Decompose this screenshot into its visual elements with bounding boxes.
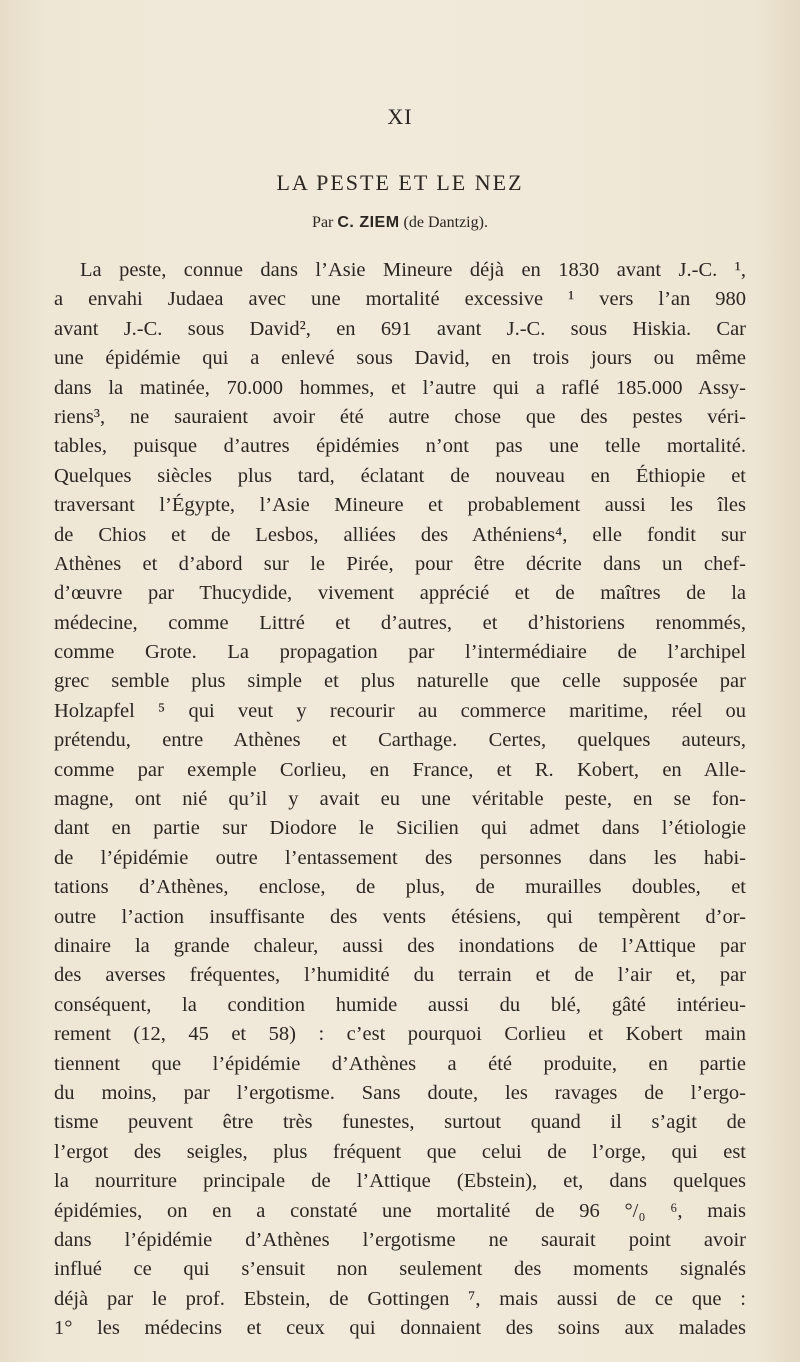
text-line: La peste, connue dans l’Asie Mineure déjà en 1830 avant J.-C. ¹, xyxy=(80,259,746,281)
chapter-number: XI xyxy=(387,104,413,129)
author-affiliation: (de Dantzig). xyxy=(403,214,488,231)
text-line: des averses fréquentes, l’humidité du terrain et de l’air et, par xyxy=(54,964,746,987)
text-line: Holzapfel ⁵ qui veut y recourir au commerce maritime, réel ou xyxy=(54,699,746,722)
text-line: 1° les médecins et ceux qui donnaient des soins aux malades xyxy=(54,1317,746,1340)
body-text xyxy=(54,256,746,1343)
text-line: influé ce qui s’ensuit non seulement des moments signalés xyxy=(54,1258,746,1281)
text-line: dant en partie sur Diodore le Sicilien qui admet dans l’étiologie xyxy=(54,817,746,840)
text-line: rement (12, 45 et 58) : c’est pourquoi Corlieu et Kobert main xyxy=(54,1023,746,1046)
text-line: la nourriture principale de l’Attique (Ebstein), et, dans quelques xyxy=(54,1170,746,1193)
text-line: grec semble plus simple et plus naturelle que celle supposée par xyxy=(54,670,746,693)
text-line: conséquent, la condition humide aussi du blé, gâté intérieu- xyxy=(54,993,746,1016)
text-line: Athènes et d’abord sur le Pirée, pour être décrite dans un chef- xyxy=(54,552,746,575)
text-line: tations d’Athènes, enclose, de plus, de murailles doubles, et xyxy=(54,876,746,899)
text-line: épidémies, on en a constaté une mortalité de 96 °/₀ ⁶, mais xyxy=(54,1199,746,1222)
text-line: dans l’épidémie d’Athènes l’ergotisme ne saurait point avoir xyxy=(54,1228,746,1251)
byline-prefix: Par xyxy=(312,214,334,231)
chapter-title: LA PESTE ET LE NEZ xyxy=(276,170,524,195)
text-line: a envahi Judaea avec une mortalité excessive ¹ vers l’an 980 xyxy=(54,288,746,311)
author-name: C. ZIEM xyxy=(337,214,400,231)
text-line: prétendu, entre Athènes et Carthage. Certes, quelques auteurs, xyxy=(54,729,746,752)
text-line: riens³, ne sauraient avoir été autre chose que des pestes véri- xyxy=(54,405,746,428)
text-line: tables, puisque d’autres épidémies n’ont pas une telle mortalité. xyxy=(54,435,746,458)
text-line: dans la matinée, 70.000 hommes, et l’autre qui a raflé 185.000 Assy- xyxy=(54,376,746,399)
text-line: dinaire la grande chaleur, aussi des inondations de l’Attique par xyxy=(54,934,746,957)
text-line: tisme peuvent être très funestes, surtout quand il s’agit de xyxy=(54,1111,746,1134)
text-line: magne, ont nié qu’il y avait eu une véritable peste, en se fon- xyxy=(54,788,746,811)
text-line: déjà par le prof. Ebstein, de Gottingen ⁷, mais aussi de ce que : xyxy=(54,1287,746,1310)
text-line: comme Grote. La propagation par l’intermédiaire de l’archipel xyxy=(54,641,746,664)
text-line: comme par exemple Corlieu, en France, et R. Kobert, en Alle- xyxy=(54,758,746,781)
text-line: l’ergot des seigles, plus fréquent que celui de l’orge, qui est xyxy=(54,1140,746,1163)
text-line: avant J.-C. sous David², en 691 avant J.-C. sous Hiskia. Car xyxy=(54,317,746,340)
text-line: outre l’action insuffisante des vents étésiens, qui tempèrent d’or- xyxy=(54,905,746,928)
text-line: une épidémie qui a enlevé sous David, en trois jours ou même xyxy=(54,347,746,370)
text-line: d’œuvre par Thucydide, vivement apprécié et de maîtres de la xyxy=(54,582,746,605)
text-line: Quelques siècles plus tard, éclatant de nouveau en Éthiopie et xyxy=(54,464,746,487)
text-line: médecine, comme Littré et d’autres, et d’historiens renommés, xyxy=(54,611,746,634)
text-line: traversant l’Égypte, l’Asie Mineure et probablement aussi les îles xyxy=(54,494,746,517)
text-line: de Chios et de Lesbos, alliées des Athéniens⁴, elle fondit sur xyxy=(54,523,746,546)
byline xyxy=(0,214,800,232)
text-line: de l’épidémie outre l’entassement des personnes dans les habi- xyxy=(54,846,746,869)
text-line: tiennent que l’épidémie d’Athènes a été produite, en partie xyxy=(54,1052,746,1075)
text-line: du moins, par l’ergotisme. Sans doute, les ravages de l’ergo- xyxy=(54,1081,746,1104)
